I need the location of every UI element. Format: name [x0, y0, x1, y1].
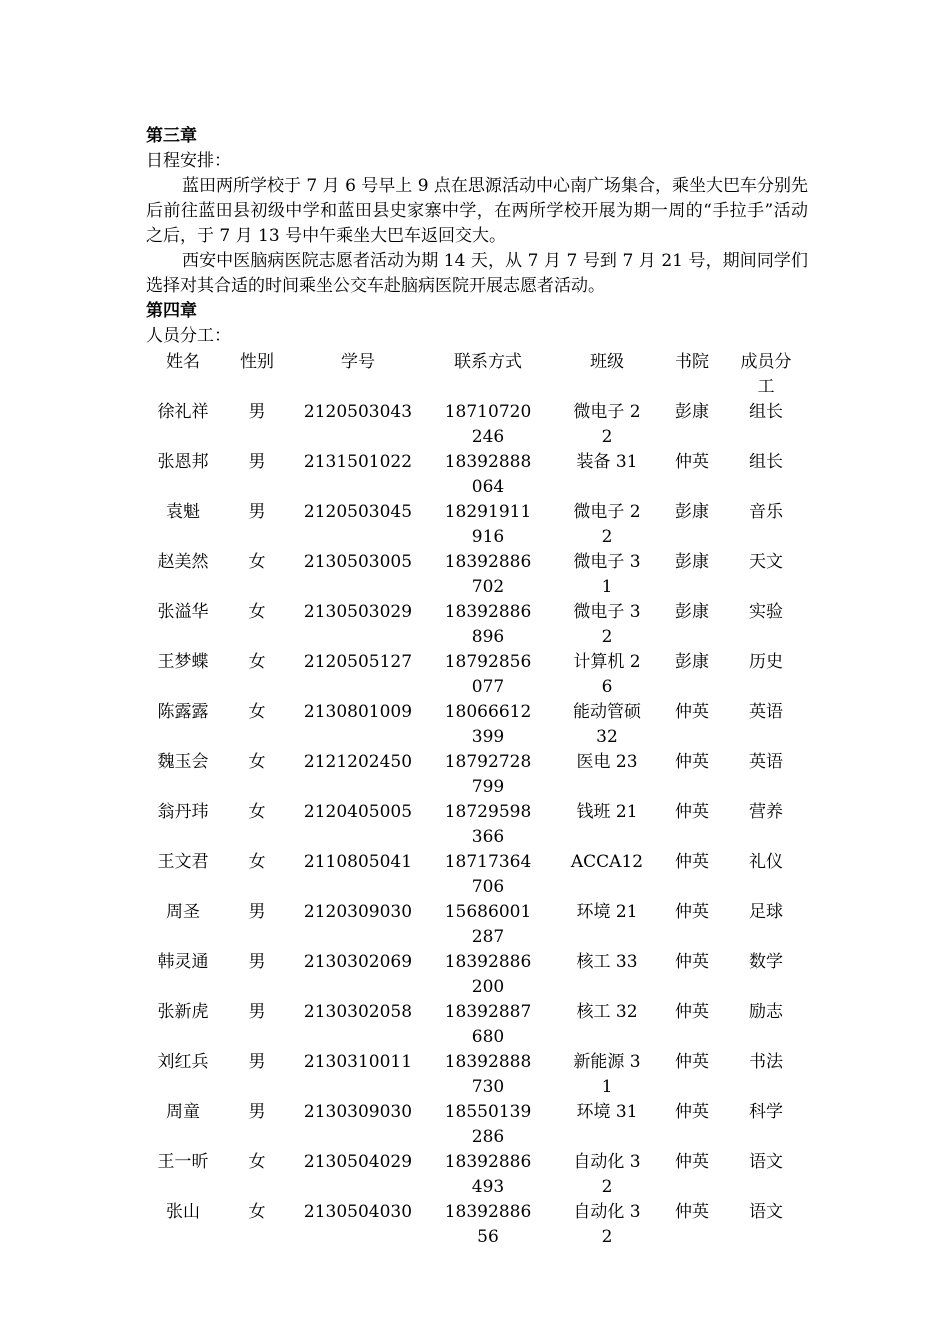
schedule-label: 日程安排：	[146, 151, 231, 171]
cell-contact: 18392888730	[444, 1052, 532, 1097]
cell-role: 天文	[749, 552, 783, 572]
cell-contact: 18710720246	[444, 402, 532, 447]
cell-college: 仲英	[675, 1052, 709, 1072]
cell-gender: 男	[248, 1052, 266, 1072]
cell-contact: 18717364706	[444, 852, 532, 897]
cell-role: 礼仪	[749, 852, 783, 872]
cell-gender: 男	[248, 1102, 266, 1122]
cell-name: 赵美然	[157, 552, 209, 572]
cell-college: 仲英	[675, 902, 709, 922]
cell-student-id: 2110805041	[303, 852, 413, 872]
table-row	[146, 750, 808, 800]
cell-class: 微电子 22	[573, 402, 641, 447]
cell-class: 核工 33	[576, 952, 638, 972]
table-row	[146, 650, 808, 700]
table-row	[146, 450, 808, 500]
table-row	[146, 1100, 808, 1150]
cell-college: 仲英	[675, 1152, 709, 1172]
cell-student-id: 2120405005	[303, 802, 413, 822]
chapter-3-title: 第三章	[146, 126, 197, 146]
cell-college: 彭康	[675, 502, 709, 522]
cell-class: 钱班 21	[576, 802, 638, 822]
cell-contact: 18392886493	[444, 1152, 532, 1197]
cell-role: 语文	[749, 1152, 783, 1172]
cell-student-id: 2130503005	[303, 552, 413, 572]
cell-contact: 18066612399	[444, 702, 532, 747]
cell-gender: 男	[248, 902, 266, 922]
cell-name: 魏玉会	[157, 752, 209, 772]
cell-college: 仲英	[675, 952, 709, 972]
cell-class: 自动化 32	[573, 1202, 641, 1247]
cell-name: 徐礼祥	[157, 402, 209, 422]
cell-gender: 男	[248, 502, 266, 522]
cell-college: 仲英	[675, 752, 709, 772]
cell-student-id: 2130309030	[303, 1102, 413, 1122]
table-row	[146, 850, 808, 900]
cell-role: 书法	[749, 1052, 783, 1072]
cell-student-id: 2130302069	[303, 952, 413, 972]
cell-class: 装备 31	[576, 452, 638, 472]
cell-class: 能动管硕 32	[573, 702, 641, 747]
cell-role: 励志	[749, 1002, 783, 1022]
cell-contact: 18392886702	[444, 552, 532, 597]
cell-name: 张新虎	[157, 1002, 209, 1022]
cell-student-id: 2120505127	[303, 652, 413, 672]
cell-name: 张山	[166, 1202, 200, 1222]
cell-class: 环境 21	[576, 902, 638, 922]
cell-student-id: 2131501022	[303, 452, 413, 472]
cell-role: 英语	[749, 702, 783, 722]
cell-gender: 女	[248, 752, 266, 772]
cell-contact: 1839288656	[444, 1202, 532, 1247]
cell-college: 仲英	[675, 852, 709, 872]
cell-gender: 男	[248, 952, 266, 972]
cell-contact: 18729598366	[444, 802, 532, 847]
table-row	[146, 700, 808, 750]
cell-student-id: 2130503029	[303, 602, 413, 622]
table-row	[146, 900, 808, 950]
cell-name: 王一昕	[157, 1152, 209, 1172]
cell-contact: 18792856077	[444, 652, 532, 697]
cell-name: 张溢华	[157, 602, 209, 622]
cell-college: 仲英	[675, 1202, 709, 1222]
cell-student-id: 2130302058	[303, 1002, 413, 1022]
cell-class: 微电子 32	[573, 602, 641, 647]
table-row	[146, 400, 808, 450]
table-row	[146, 800, 808, 850]
cell-student-id: 2120309030	[303, 902, 413, 922]
header-role: 成员分工	[740, 352, 792, 397]
header-name: 姓名	[166, 352, 200, 372]
cell-gender: 男	[248, 402, 266, 422]
cell-name: 刘红兵	[157, 1052, 209, 1072]
cell-gender: 女	[248, 1152, 266, 1172]
cell-gender: 女	[248, 852, 266, 872]
cell-contact: 18392886896	[444, 602, 532, 647]
cell-contact: 18792728799	[444, 752, 532, 797]
table-row	[146, 600, 808, 650]
cell-name: 周圣	[166, 902, 200, 922]
chapter-4-title: 第四章	[146, 301, 197, 321]
cell-student-id: 2130310011	[303, 1052, 413, 1072]
header-class: 班级	[590, 352, 624, 372]
staffing-label: 人员分工：	[146, 326, 231, 346]
header-college: 书院	[675, 352, 709, 372]
cell-gender: 女	[248, 702, 266, 722]
cell-contact: 18392886200	[444, 952, 532, 997]
cell-college: 仲英	[675, 1002, 709, 1022]
cell-gender: 女	[248, 552, 266, 572]
table-row	[146, 1200, 808, 1250]
cell-name: 周童	[166, 1102, 200, 1122]
cell-student-id: 2120503045	[303, 502, 413, 522]
cell-role: 英语	[749, 752, 783, 772]
document-content	[146, 124, 808, 1250]
table-row	[146, 1050, 808, 1100]
cell-name: 翁丹玮	[157, 802, 209, 822]
cell-college: 仲英	[675, 702, 709, 722]
cell-gender: 女	[248, 652, 266, 672]
cell-college: 彭康	[675, 552, 709, 572]
table-header-row	[146, 350, 808, 400]
table-row	[146, 950, 808, 1000]
cell-name: 韩灵通	[157, 952, 209, 972]
member-table	[146, 350, 808, 1250]
cell-gender: 女	[248, 802, 266, 822]
cell-name: 王文君	[157, 852, 209, 872]
table-body	[146, 400, 808, 1250]
cell-contact: 18392888064	[444, 452, 532, 497]
cell-role: 组长	[749, 452, 783, 472]
cell-contact: 18392887680	[444, 1002, 532, 1047]
cell-role: 音乐	[749, 502, 783, 522]
cell-role: 科学	[749, 1102, 783, 1122]
cell-role: 组长	[749, 402, 783, 422]
cell-class: 计算机 26	[573, 652, 641, 697]
cell-role: 营养	[749, 802, 783, 822]
cell-gender: 男	[248, 1002, 266, 1022]
header-gender: 性别	[240, 352, 274, 372]
cell-class: 自动化 32	[573, 1152, 641, 1197]
cell-student-id: 2130504030	[303, 1202, 413, 1222]
cell-class: 微电子 31	[573, 552, 641, 597]
cell-class: 微电子 22	[573, 502, 641, 547]
cell-gender: 女	[248, 1202, 266, 1222]
cell-role: 数学	[749, 952, 783, 972]
cell-name: 袁魁	[166, 502, 200, 522]
cell-college: 仲英	[675, 452, 709, 472]
cell-student-id: 2130504029	[303, 1152, 413, 1172]
cell-class: 环境 31	[576, 1102, 638, 1122]
cell-class: ACCA12	[570, 852, 644, 872]
cell-role: 历史	[749, 652, 783, 672]
cell-name: 张恩邦	[157, 452, 209, 472]
table-row	[146, 1150, 808, 1200]
cell-college: 彭康	[675, 652, 709, 672]
cell-student-id: 2120503043	[303, 402, 413, 422]
cell-student-id: 2121202450	[303, 752, 413, 772]
cell-role: 语文	[749, 1202, 783, 1222]
cell-role: 足球	[749, 902, 783, 922]
cell-college: 彭康	[675, 402, 709, 422]
cell-gender: 男	[248, 452, 266, 472]
cell-gender: 女	[248, 602, 266, 622]
cell-name: 陈露露	[157, 702, 209, 722]
cell-role: 实验	[749, 602, 783, 622]
cell-student-id: 2130801009	[303, 702, 413, 722]
cell-class: 新能源 31	[573, 1052, 641, 1097]
cell-contact: 15686001287	[444, 902, 532, 947]
schedule-paragraph-2: 西安中医脑病医院志愿者活动为期 14 天，从 7 月 7 号到 7 月 21 号，期间同学们选择对其合适的时间乘坐公交车赴脑病医院开展志愿者活动。	[146, 251, 808, 296]
cell-contact: 18550139286	[444, 1102, 532, 1147]
cell-contact: 18291911916	[444, 502, 532, 547]
table-row	[146, 500, 808, 550]
cell-name: 王梦蝶	[157, 652, 209, 672]
header-contact: 联系方式	[454, 352, 522, 372]
cell-college: 仲英	[675, 802, 709, 822]
table-row	[146, 550, 808, 600]
cell-class: 核工 32	[576, 1002, 638, 1022]
cell-college: 彭康	[675, 602, 709, 622]
table-row	[146, 1000, 808, 1050]
schedule-paragraph-1: 蓝田两所学校于 7 月 6 号早上 9 点在思源活动中心南广场集合，乘坐大巴车分别先后前往蓝田县初级中学和蓝田县史家寨中学，在两所学校开展为期一周的“手拉手”活动之后，于 7 月 13 号中午乘坐大巴车返回交大。	[146, 176, 808, 246]
cell-class: 医电 23	[576, 752, 638, 772]
header-student-id: 学号	[341, 352, 375, 372]
cell-college: 仲英	[675, 1102, 709, 1122]
